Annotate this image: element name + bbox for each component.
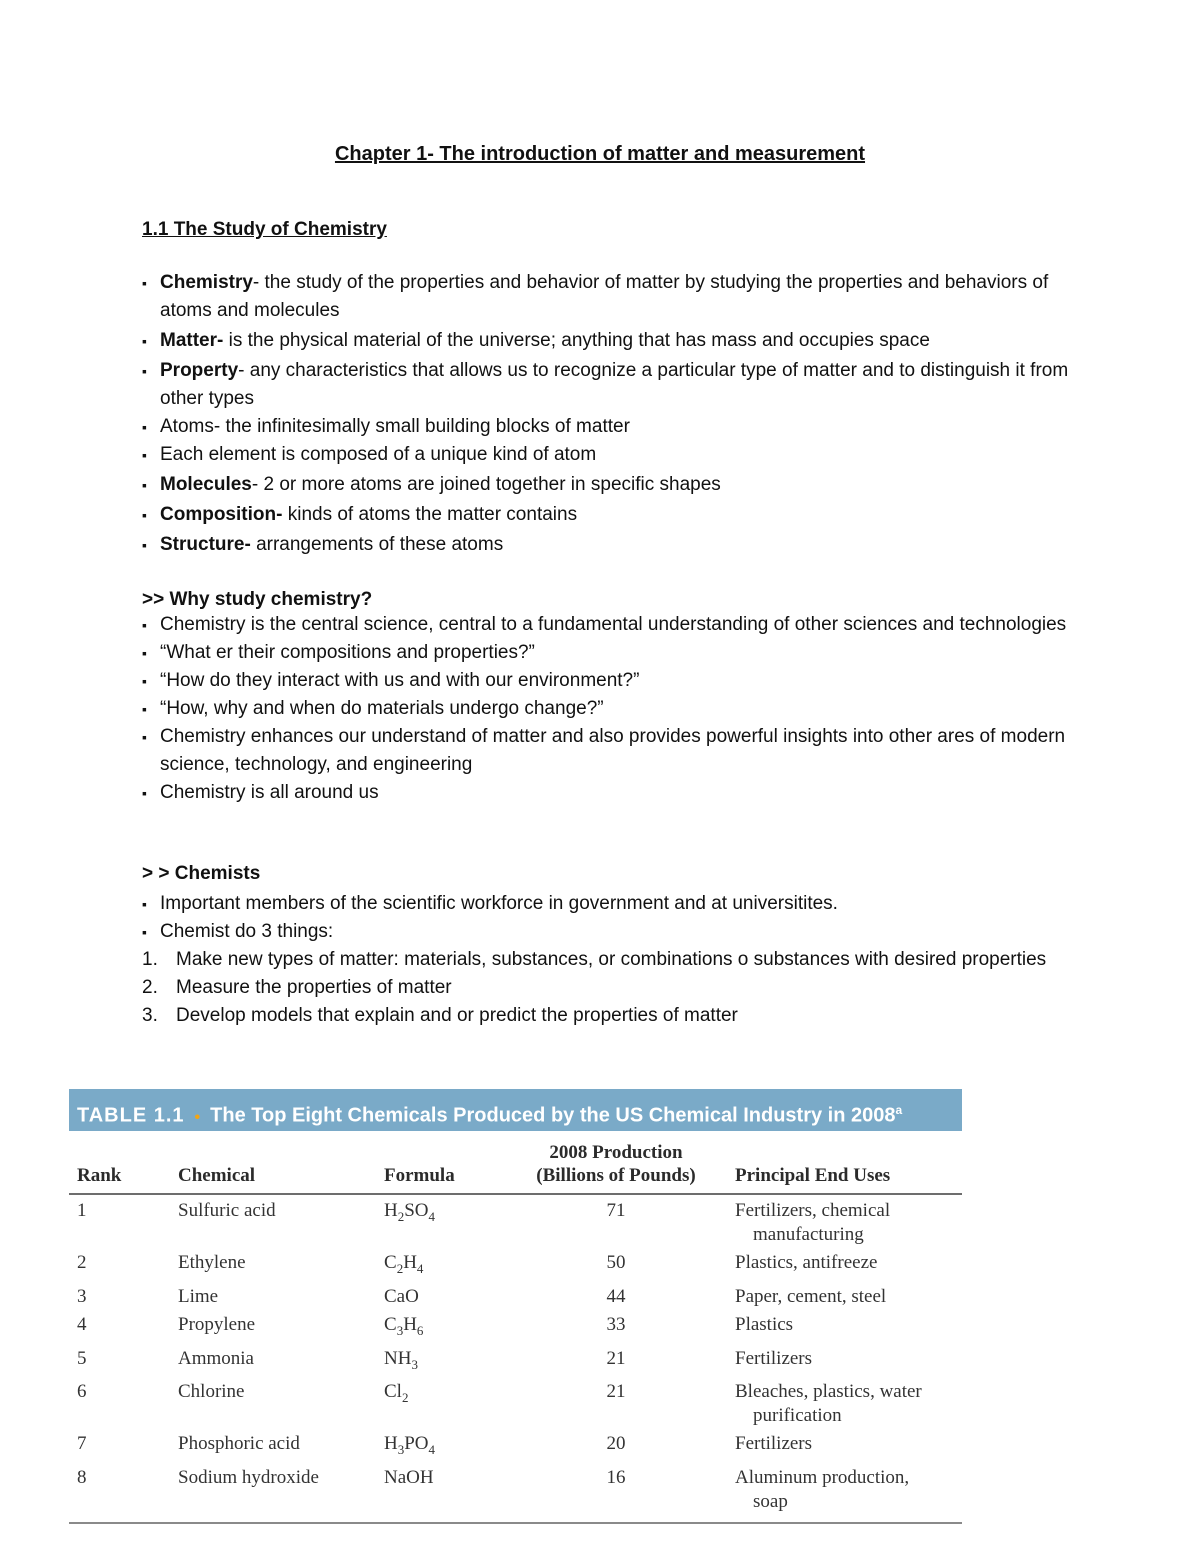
table-row [69,1343,962,1377]
cell-chemical: Phosphoric acid [178,1433,300,1455]
table-row [69,1281,962,1309]
cell-uses [727,1376,962,1428]
cell-chemical: Propylene [178,1313,256,1335]
chemists-item [142,918,1072,946]
definition-item [142,441,1072,469]
definition-term: Composition- [160,504,283,525]
cell-production: 16 [606,1467,626,1489]
bullet-marker: ▪ [142,924,147,940]
cell-chemical: Sulfuric acid [178,1200,276,1221]
cell-formula: CaO [384,1285,419,1307]
definition-item [142,413,1072,441]
table-bottom-rule [69,1522,962,1524]
section-heading-chemists: > > Chemists [142,863,261,884]
item-number: 1. [142,949,158,970]
definition-text: arrangements of these atoms [250,534,504,555]
bullet-marker: ▪ [142,333,147,349]
cell-production: 71 [606,1200,626,1221]
numbered-text: Develop models that explain and or predict the properties of matter [176,1005,738,1026]
definition-text: - the study of the properties and behavior of matter by studying the properties and behaviors of atoms and molecules [160,272,1049,321]
bullet-marker: ▪ [142,785,147,801]
definition-item [142,357,1072,413]
cell-rank: 4 [77,1313,87,1335]
chemists-text: Important members of the scientific workforce in government and at universitites. [160,893,838,914]
cell-formula: $H_3PO_4$ [384,1433,436,1458]
cell-formula: $H_2SO_4$ [384,1200,436,1224]
numbered-item [142,946,1072,974]
uses-line: purification [753,1405,842,1427]
cell-formula: $Cl_2$ [384,1381,409,1406]
definition-text: Atoms- the infinitesimally small building blocks of matter [160,416,630,437]
section-heading-why-study: >> Why study chemistry? [142,589,373,610]
table-row [69,1376,962,1428]
uses-line: manufacturing [753,1224,864,1245]
uses-line: Fertilizers [735,1433,813,1455]
cell-formula: $NH_3$ [384,1347,418,1372]
bullet-marker: ▪ [142,645,147,661]
why-study-text: Chemistry enhances our understand of matter and also provides powerful insights into other ares of modern science, technology, and engineering [160,726,1066,775]
cell-rank: 2 [77,1252,87,1273]
definition-term: Chemistry [160,272,253,293]
why-study-item [142,639,1072,667]
numbered-item [142,974,1072,1002]
cell-rank: 8 [77,1467,87,1489]
bullet-marker: ▪ [142,701,147,717]
table-caption-bar [69,1089,962,1131]
definition-item [142,501,1072,529]
page-title: Chapter 1- The introduction of matter and measurement [334,143,866,165]
why-study-item [142,779,1072,807]
definition-text: - 2 or more atoms are joined together in specific shapes [251,474,721,495]
why-study-text: Chemistry is all around us [160,782,379,803]
chemists-list [142,890,1072,946]
cell-uses [727,1281,962,1309]
table-row [69,1462,962,1522]
definition-term: Matter- [160,330,224,351]
definition-text: - any characteristics that allows us to recognize a particular type of matter and to distinguish it from other types [160,360,1069,409]
cell-production: 20 [606,1433,626,1455]
bullet-marker: ▪ [142,477,147,493]
definition-item [142,327,1072,355]
cell-chemical: Chlorine [178,1381,245,1403]
cell-production: 33 [606,1313,626,1335]
chemicals-table [69,1131,962,1522]
cell-production: 44 [606,1285,626,1307]
numbered-text: Measure the properties of matter [176,977,452,998]
definition-item [142,531,1072,559]
why-study-item [142,723,1072,779]
why-study-text: “How do they interact with us and with our environment?” [160,670,640,691]
col-header-rank: Rank [69,1131,170,1194]
cell-uses [727,1247,962,1281]
table-caption-separator: • [194,1108,201,1126]
table-title: The Top Eight Chemicals Produced by the US Chemical Industry in 2008 [210,1104,896,1127]
chemists-text: Chemist do 3 things: [160,921,334,942]
cell-formula: $C_3H_6$ [384,1313,424,1338]
table-row [69,1194,962,1247]
bullet-marker: ▪ [142,617,147,633]
uses-line: soap [753,1491,788,1513]
definition-term: Structure- [160,534,251,555]
col-header-production-line1: 2008 Production [549,1142,683,1163]
uses-line: Bleaches, plastics, water [735,1381,922,1403]
cell-rank: 1 [77,1200,87,1221]
bullet-marker: ▪ [142,363,147,379]
cell-uses [727,1462,962,1522]
why-study-text: “How, why and when do materials undergo change?” [160,698,604,719]
item-number: 3. [142,1005,158,1026]
table-row [69,1309,962,1343]
col-header-production [505,1131,727,1194]
definition-text: kinds of atoms the matter contains [282,504,578,525]
uses-line: Aluminum production, [735,1467,910,1489]
uses-line: Fertilizers, chemical [735,1200,891,1221]
cell-rank: 7 [77,1433,87,1455]
cell-uses [727,1343,962,1377]
definition-term: Property [160,360,239,381]
cell-production: 21 [606,1347,626,1369]
cell-chemical: Sodium hydroxide [178,1467,319,1489]
col-header-uses: Principal End Uses [727,1131,962,1194]
bullet-marker: ▪ [142,507,147,523]
numbered-item [142,1002,1072,1030]
cell-rank: 6 [77,1381,87,1403]
table-title-footnote: a [895,1103,903,1117]
definition-item [142,471,1072,499]
why-study-item [142,695,1072,723]
definition-text: Each element is composed of a unique kind of atom [160,444,597,465]
definitions-list [142,269,1072,559]
cell-chemical: Ammonia [178,1347,254,1369]
cell-chemical: Lime [178,1285,219,1307]
table-row [69,1428,962,1462]
why-study-item [142,667,1072,695]
cell-production: 50 [606,1252,626,1273]
bullet-marker: ▪ [142,419,147,435]
item-number: 2. [142,977,158,998]
col-header-formula: Formula [376,1131,505,1194]
why-study-text: “What er their compositions and properties?” [160,642,535,663]
cell-rank: 3 [77,1285,87,1307]
chemists-numbered-list [142,946,1072,1030]
definition-term: Molecules [160,474,252,495]
why-study-text: Chemistry is the central science, central to a fundamental understanding of other sciences and technologies [160,614,1067,635]
bullet-marker: ▪ [142,673,147,689]
why-study-item [142,611,1072,639]
bullet-marker: ▪ [142,275,147,291]
cell-rank: 5 [77,1347,87,1369]
chemists-item [142,890,1072,918]
bullet-marker: ▪ [142,447,147,463]
cell-uses [727,1194,962,1247]
table-row [69,1247,962,1281]
cell-uses [727,1428,962,1462]
cell-production: 21 [606,1381,626,1403]
definition-text: is the physical material of the universe; anything that has mass and occupies space [223,330,930,351]
cell-uses [727,1309,962,1343]
definition-item [142,269,1072,325]
bullet-marker: ▪ [142,896,147,912]
col-header-chemical: Chemical [170,1131,376,1194]
chemicals-table-figure [69,1089,962,1524]
bullet-marker: ▪ [142,537,147,553]
why-study-list [142,611,1072,807]
table-label: TABLE 1.1 [77,1104,185,1127]
uses-line: Plastics, antifreeze [735,1252,878,1273]
uses-line: Plastics [735,1313,794,1335]
cell-chemical: Ethylene [178,1252,246,1273]
bullet-marker: ▪ [142,729,147,745]
col-header-production-line2: (Billions of Pounds) [536,1165,696,1186]
section-heading-study-of-chemistry: 1.1 The Study of Chemistry [142,219,387,240]
cell-formula: NaOH [384,1467,434,1489]
table-header-row [69,1131,962,1194]
uses-line: Paper, cement, steel [735,1285,887,1307]
numbered-text: Make new types of matter: materials, substances, or combinations o substances with desired properties [176,949,1047,970]
cell-formula: $C_2H_4$ [384,1252,424,1276]
uses-line: Fertilizers [735,1347,813,1369]
